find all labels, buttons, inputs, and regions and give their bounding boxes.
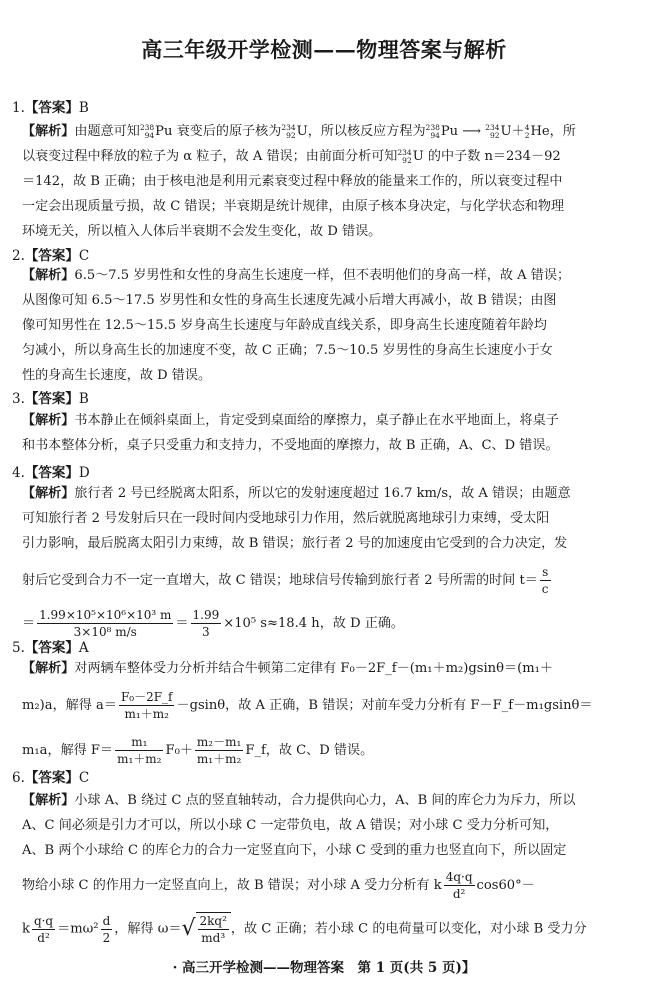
page-footer: · 高三开学检测——物理答案 第 1 页(共 5 页)】 bbox=[172, 960, 476, 976]
fraction-4qq-over-d2: $\frac{4q\cdot q}{\text{d²}}$ bbox=[445, 870, 473, 901]
question-2-explanation: 【解析】6.5～7.5 岁男性和女性的身高生长速度一样，但不表明他们的身高一样，故 A 错误； 从图像可知 6.5～17.5 岁男性和女性的身高生长速度先减小后增大再减小，故 B 错误；由图 像可知男性在 12.5～15.5 岁身高生长速度与年龄成直线关系，即身高生长速度随着年龄均 匀减小，所以身高生长的加速度不变，故 C 正确；7.5～10.5 岁男性的身高生长速度小于女 性的身高生长速度，故 D 错误。 bbox=[22, 268, 571, 383]
page-title: 高三年级开学检测——物理答案与解析 bbox=[141, 37, 507, 62]
fraction-d-over-2: $\frac{d}{2}$ bbox=[102, 913, 111, 945]
question-2-header: 2.【答案】C bbox=[12, 248, 90, 264]
fraction-m2-m1-ratio: $\frac{\text{m₂－m₁}}{\text{m₁＋m₂}}$ bbox=[196, 735, 242, 766]
question-4-explanation: 【解析】旅行者 2 号已经脱离太阳系，所以它的发射速度超过 16.7 km/s，故 A 错误；由题意 可知旅行者 2 号发射后只在一段时间内受地球引力作用，然后就脱离地球引力束缚，受太阳 引力影响，最后脱离太阳引力束缚，故 B 错误；旅行者 2 号的加速度由它受到的合力决定，发 射后它受到合力不一定一直增大，故 C 错误；地球信号传输到旅行者 2 号所需的时间 t＝ $\frac{s}{c}$ ＝ $\frac{\text{1.99×10⁵×10⁶×10³ m}}{\text{3×10⁸ m/s}}$ ＝ $\frac{1.99}{3}$ ×10⁵ s≈18.4 h，故 D 正确。 bbox=[22, 486, 571, 639]
fraction-acceleration: $\frac{\text{F₀－2F\_f}}{\text{m₁＋m₂}}$ bbox=[120, 690, 173, 721]
question-1-header: 1.【答案】B bbox=[12, 100, 89, 116]
square-root-omega: √ $\frac{\text{2kq²}}{\text{md³}}$ bbox=[181, 912, 230, 946]
fraction-s-over-c: $\frac{s}{c}$ bbox=[541, 565, 549, 596]
question-5-header: 5.【答案】A bbox=[12, 640, 89, 656]
fraction-qq-over-d2: $\frac{q\cdot q}{\text{d²}}$ bbox=[33, 913, 54, 945]
fraction-m1-ratio: $\frac{\text{m₁}}{\text{m₁＋m₂}}$ bbox=[117, 735, 162, 766]
fraction-distance-over-speed: $\frac{\text{1.99×10⁵×10⁶×10³ m}}{\text{3×10⁸ m/s}}$ bbox=[39, 608, 172, 639]
question-3-header: 3.【答案】B bbox=[12, 391, 89, 407]
question-4-header: 4.【答案】D bbox=[12, 465, 90, 481]
question-5-explanation: 【解析】对两辆车整体受力分析并结合牛顿第二定律有 F₀－2F_f－(m₁＋m₂)gsinθ＝(m₁＋ m₂)a，解得 a＝ $\frac{\text{F₀－2F\_f}}{\text{m₁＋m₂}}$ －gsinθ，故 A 正确，B 错误；对前车受力分析有 F－F_f－m₁gsinθ＝ m₁a，解得 F＝ $\frac{\text{m₁}}{\text{m₁＋m₂}}$ F₀＋ $\frac{\text{m₂－m₁}}{\text{m₁＋m₂}}$ F_f，故 C、D 错误。 bbox=[22, 661, 593, 766]
question-6-header: 6.【答案】C bbox=[12, 770, 90, 786]
fraction-1-99-over-3: $\frac{1.99}{3}$ bbox=[192, 608, 220, 639]
question-1-explanation: 【解析】由题意可知 238 94 Pu 衰变后的原子核为 234 92 U，所以核反应方程为 238 94 Pu ⟶ 234 92 U＋ 4 2 He，所 以衰变过程中释放的粒子为 α 粒子，故 A 错误；由前面分析可知 234 92 U 的中子数 n＝234－92 ＝142，故 B 正确；由于核电池是利用元素衰变过程中释放的能量来工作的，所以衰变过程中 一定会出现质量亏损，故 C 错误；半衰期是统计规律，由原子核本身决定，与化学状态和物理 环境无关，所以植入人体后半衰期不会发生变化，故 D 错误。 bbox=[22, 122, 576, 239]
question-6-explanation: 【解析】小球 A、B 绕过 C 点的竖直轴转动，合力提供向心力，A、B 间的库仑力为斥力，所以 A、C 间必须是引力才可以，所以小球 C 一定带负电，故 A 错误；对小球 C 受力分析可知， A、B 两个小球给 C 的库仑力的合力一定竖直向下，小球 C 受到的重力也竖直向下，所以固定 物给小球 C 的作用力一定竖直向上，故 B 错误；对小球 A 受力分析有 k $\frac{4q\cdot q}{\text{d²}}$ cos60°－ k $\frac{q\cdot q}{\text{d²}}$ ＝mω² $\frac{d}{2}$ ，解得 ω＝√ $\frac{\text{2kq²}}{\text{md³}}$ ，故 C 正确；若小球 C 的电荷量可以变化，对小球 B 受力分 bbox=[22, 793, 587, 945]
question-3-explanation: 【解析】书本静止在倾斜桌面上，肯定受到桌面给的摩擦力，桌子静止在水平地面上，将桌子 和书本整体分析，桌子只受重力和支持力，不受地面的摩擦力，故 B 正确，A、C、D 错误。 bbox=[22, 413, 559, 453]
